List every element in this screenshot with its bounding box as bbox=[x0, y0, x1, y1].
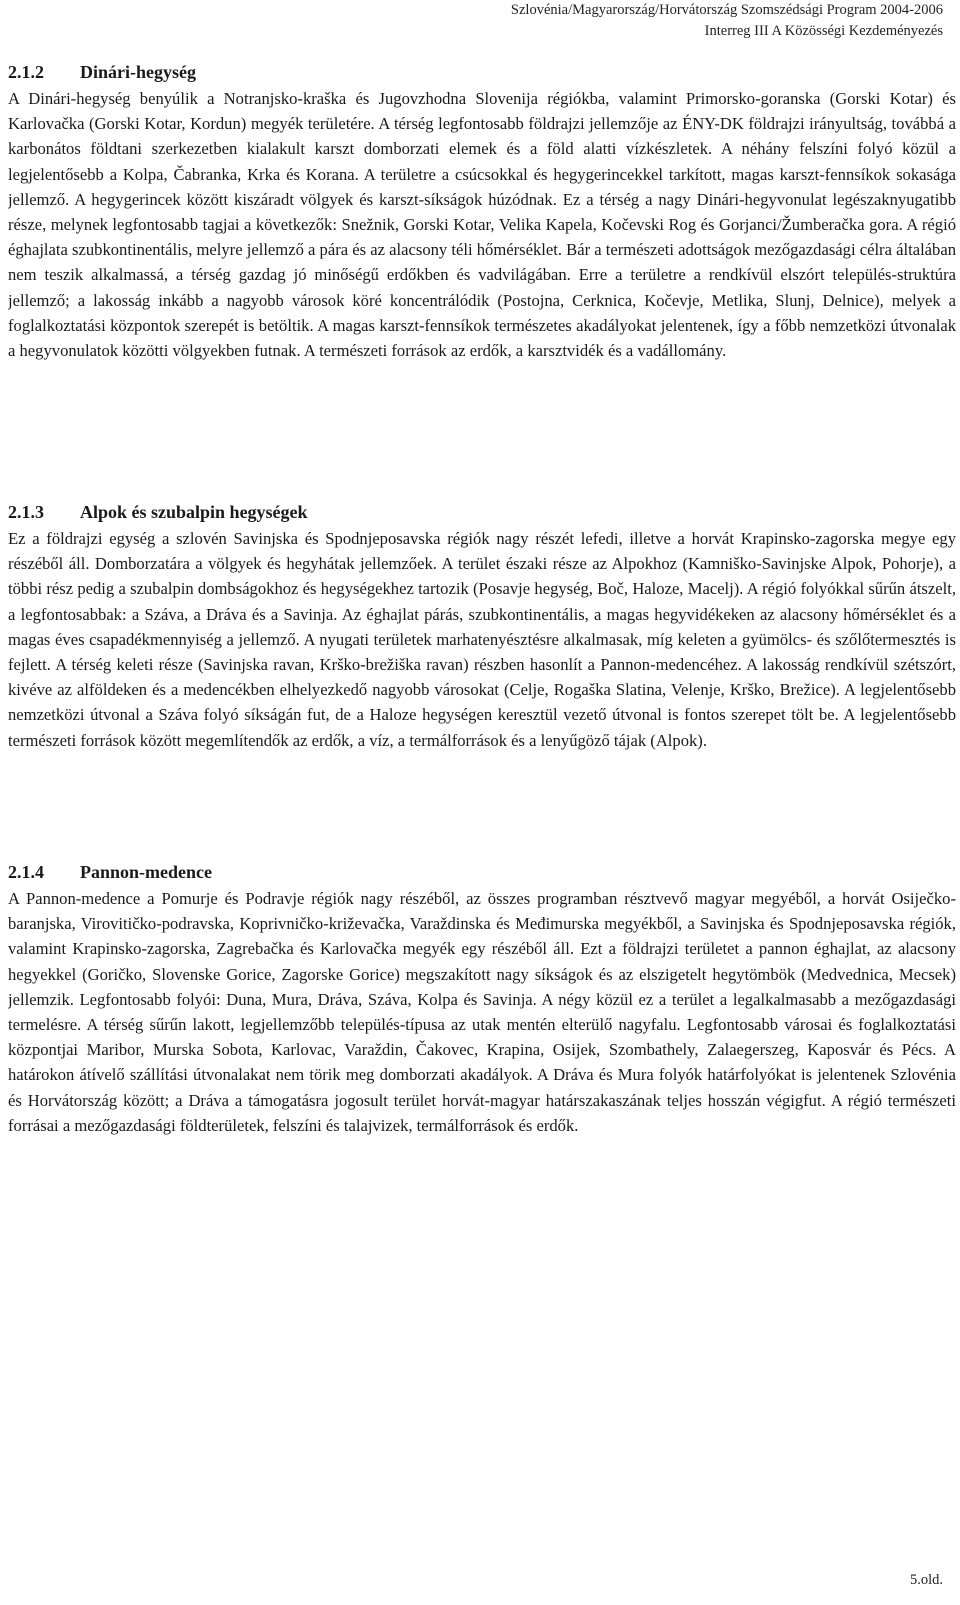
section-title: Alpok és szubalpin hegységek bbox=[80, 502, 308, 522]
section-paragraph: A Pannon-medence a Pomurje és Podravje régiók nagy részéből, az összes programban résztvevő magyar megyéből, a horvát Osiječko-baranjska, Virovitičko-podravska, Koprivničko-križevačka, Varaždinska és Međimurska megyékből, a Savinjska és Spodnjeposavska régiók, valamint Krapinsko-zagorska, Zagrebačka és Karlovačka megyék egy részéből áll. Ezt a földrajzi területet a pannon éghajlat, az alacsony hegyekkel (Goričko, Slovenske Gorice, Zagorske Gorice) megszakított nagy síkságok és az elszigetelt hegytömbök (Medvednica, Mecsek) jellemzik. Legfontosabb folyói: Duna, Mura, Dráva, Száva, Kolpa és Savinja. A négy közül ez a terület a legalkalmasabb a mezőgazdasági termelésre. A térség sűrűn lakott, legjellemzőbb település-típusa az utak mentén elterülő nagyfalu. Legfontosabb városai és foglalkoztatási központjai Maribor, Murska Sobota, Karlovac, Varaždin, Čakovec, Krapina, Osijek, Szombathely, Zalaegerszeg, Kaposvár és Pécs. A határokon átívelő szállítási útvonalakat nem törik meg domborzati akadályok. A Dráva és Mura folyók határfolyókat is jelentenek Szlovénia és Horvátország között; a Dráva a támogatásra jogosult terület horvát-magyar határszakaszának teljes hosszán végigfut. A régió természeti forrásai a mezőgazdasági földterületek, felszíni és talajvizek, termálforrások és erdők. bbox=[8, 889, 956, 1135]
running-header bbox=[511, 0, 943, 42]
page-number: 5.old. bbox=[909, 1572, 943, 1588]
section-heading bbox=[8, 58, 956, 86]
section-paragraph: A Dinári-hegység benyúlik a Notranjsko-kraška és Jugovzhodna Slovenija régiókba, valamint Primorsko-goranska (Gorski Kotar) és Karlovačka (Gorski Kotar, Kordun) megyék területére. A térség legfontosabb földrajzi jellemzője az ÉNY-DK földrajzi irányultság, továbbá a karbonátos földtani szerkezetben kialakult karszt domborzati elemek és a föld alatti vízkészletek. A néhány felszíni folyó közül a legjelentősebb a Kolpa, Čabranka, Krka és Korana. A területre a csúcsokkal és hegygerincekkel tarkított, magas karszt-fennsíkok sokasága jellemző. A hegygerincek között kiszáradt völgyek és karszt-síkságok húzódnak. Ez a térség a nagy Dinári-hegyvonulat legészaknyugatibb része, melynek legfontosabb tagjai a következők: Snežnik, Gorski Kotar, Velika Kapela, Kočevski Rog és Gorjanci/Žumberačka gora. A régió éghajlata szubkontinentális, melyre jellemző a pára és az alacsony téli hőmérséklet. Bár a természeti adottságok mezőgazdasági célra általában nem teszik alkalmassá, a térség gazdag jó minőségű erdőkben és vadvilágában. Erre a területre a rendkívül elszórt település-struktúra jellemző; a lakosság inkább a nagyobb városok köré koncentrálódik (Postojna, Cerknica, Kočevje, Metlika, Slunj, Delnice), melyek a foglalkoztatási központok szerepét is betöltik. A magas karszt-fennsíkok természetes akadályokat jelentenek, így a főbb nemzetközi útvonalak a hegyvonulatok közötti völgyekben futnak. A természeti források az erdők, a karsztvidék és a vadállomány. bbox=[8, 89, 956, 361]
section-title: Pannon-medence bbox=[80, 862, 212, 882]
header-initiative-title: Interreg III A Közösségi Kezdeményezés bbox=[704, 23, 943, 39]
section-pannon-medence bbox=[8, 858, 956, 1266]
section-heading bbox=[8, 858, 956, 886]
section-paragraph: Ez a földrajzi egység a szlovén Savinjska és Spodnjeposavska régiók nagy részét lefedi, illetve a horvát Krapinsko-zagorska megye egy részéből áll. Domborzatára a völgyek és hegyhátak jellemzőek. A terület északi része az Alpokhoz (Kamniško-Savinjske Alpok, Pohorje), a többi rész pedig a szubalpin dombságokhoz és hegységekhez tartozik (Posavje hegység, Boč, Haloze, Macelj). A régió folyókkal sűrűn átszelt, a legfontosabbak: a Száva, a Dráva és a Savinja. Az éghajlat párás, szubkontinentális, a magas hegyvidékeken az alacsony hőmérséklet és a magas éves csapadékmennyiség a jellemző. A nyugati területek marhatenyésztésre alkalmasak, míg keleten a gyümölcs- és szőlőtermesztés is fejlett. A térség keleti része (Savinjska ravan, Krško-brežiška ravan) részben hasonlít a Pannon-medencéhez. A lakosság rendkívül szétszórt, kivéve az alföldeken és a medencékben elhelyezkedő nagyobb városokat (Celje, Rogaška Slatina, Velenje, Krško, Brežice). A legjelentősebb nemzetközi útvonal a Száva folyó síkságán fut, de a Haloze hegységen keresztül vezető útvonal is fontos szerepet tölt be. A legjelentősebb természeti források között megemlítendők az erdők, a víz, a termálforrások és a lenyűgöző tájak (Alpok). bbox=[8, 529, 956, 750]
header-program-title: Szlovénia/Magyarország/Horvátország Szomszédsági Program 2004-2006 bbox=[510, 2, 943, 18]
section-number: 2.1.4 bbox=[8, 862, 44, 882]
section-alpok-es-szubalpin-hegysegek bbox=[8, 498, 956, 836]
section-title: Dinári-hegység bbox=[80, 62, 196, 82]
section-number: 2.1.2 bbox=[8, 62, 44, 82]
section-dinari-hegyseg bbox=[8, 58, 956, 466]
section-heading bbox=[8, 498, 956, 526]
section-number: 2.1.3 bbox=[8, 502, 44, 522]
document-body bbox=[8, 58, 956, 1548]
